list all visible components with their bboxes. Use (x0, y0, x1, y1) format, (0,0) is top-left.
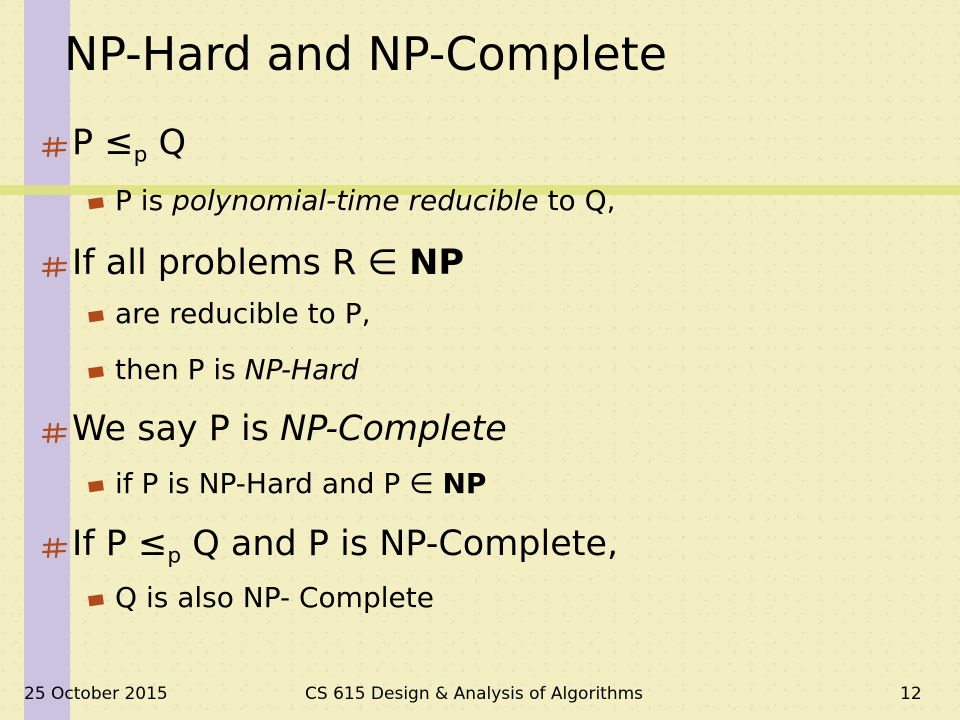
text-run: P (72, 123, 105, 163)
text-run: ≤ (138, 524, 168, 564)
text-run: p (167, 543, 182, 569)
hash-bullet-icon (42, 256, 68, 278)
sub-bullet-item (115, 466, 486, 502)
text-run: to Q, (538, 184, 616, 217)
text-run: NP (409, 243, 465, 283)
text-run: NP-Complete (280, 409, 507, 449)
text-run: Q is also NP- Complete (115, 581, 434, 614)
hash-bullet-icon (42, 537, 68, 559)
sub-bullet-item (115, 183, 616, 219)
footer-course: CS 615 Design & Analysis of Algorithms (305, 684, 644, 704)
text-run: NP-Hard (244, 353, 359, 386)
text-run: If all problems R (72, 243, 368, 283)
text-run: are reducible to P, (115, 297, 371, 330)
square-bullet-icon (86, 309, 106, 325)
bullet-item (72, 408, 507, 450)
text-run: Q and P is NP-Complete, (181, 524, 619, 564)
sub-bullet-item (115, 352, 359, 388)
left-accent-bar (24, 0, 70, 720)
text-run: We say P is (72, 409, 281, 449)
text-run: then P is (115, 353, 245, 386)
text-run: If P (72, 524, 139, 564)
bullet-item (72, 523, 618, 578)
hash-bullet-icon (42, 422, 68, 444)
bullet-item (72, 242, 464, 284)
text-run: ∈ (367, 243, 398, 283)
sub-bullet-item (115, 580, 434, 616)
text-run: polynomial-time reducible (172, 184, 539, 217)
bullet-item (72, 122, 186, 177)
text-run (398, 243, 409, 283)
text-run: NP (442, 467, 487, 500)
square-bullet-icon (86, 196, 106, 212)
square-bullet-icon (86, 593, 106, 609)
hash-bullet-icon (42, 136, 68, 158)
footer-page-number: 12 (900, 684, 922, 704)
footer-date: 25 October 2015 (24, 684, 168, 704)
text-run: p (133, 142, 148, 168)
sub-bullet-item (115, 296, 370, 332)
square-bullet-icon (86, 479, 106, 495)
text-run: Q (147, 123, 187, 163)
slide-title: NP-Hard and NP-Complete (64, 27, 668, 81)
square-bullet-icon (86, 365, 106, 381)
text-run: P is (115, 184, 173, 217)
text-run: if P is NP-Hard and P (115, 467, 410, 500)
text-run: ∈ (409, 467, 434, 500)
text-run: ≤ (104, 123, 134, 163)
